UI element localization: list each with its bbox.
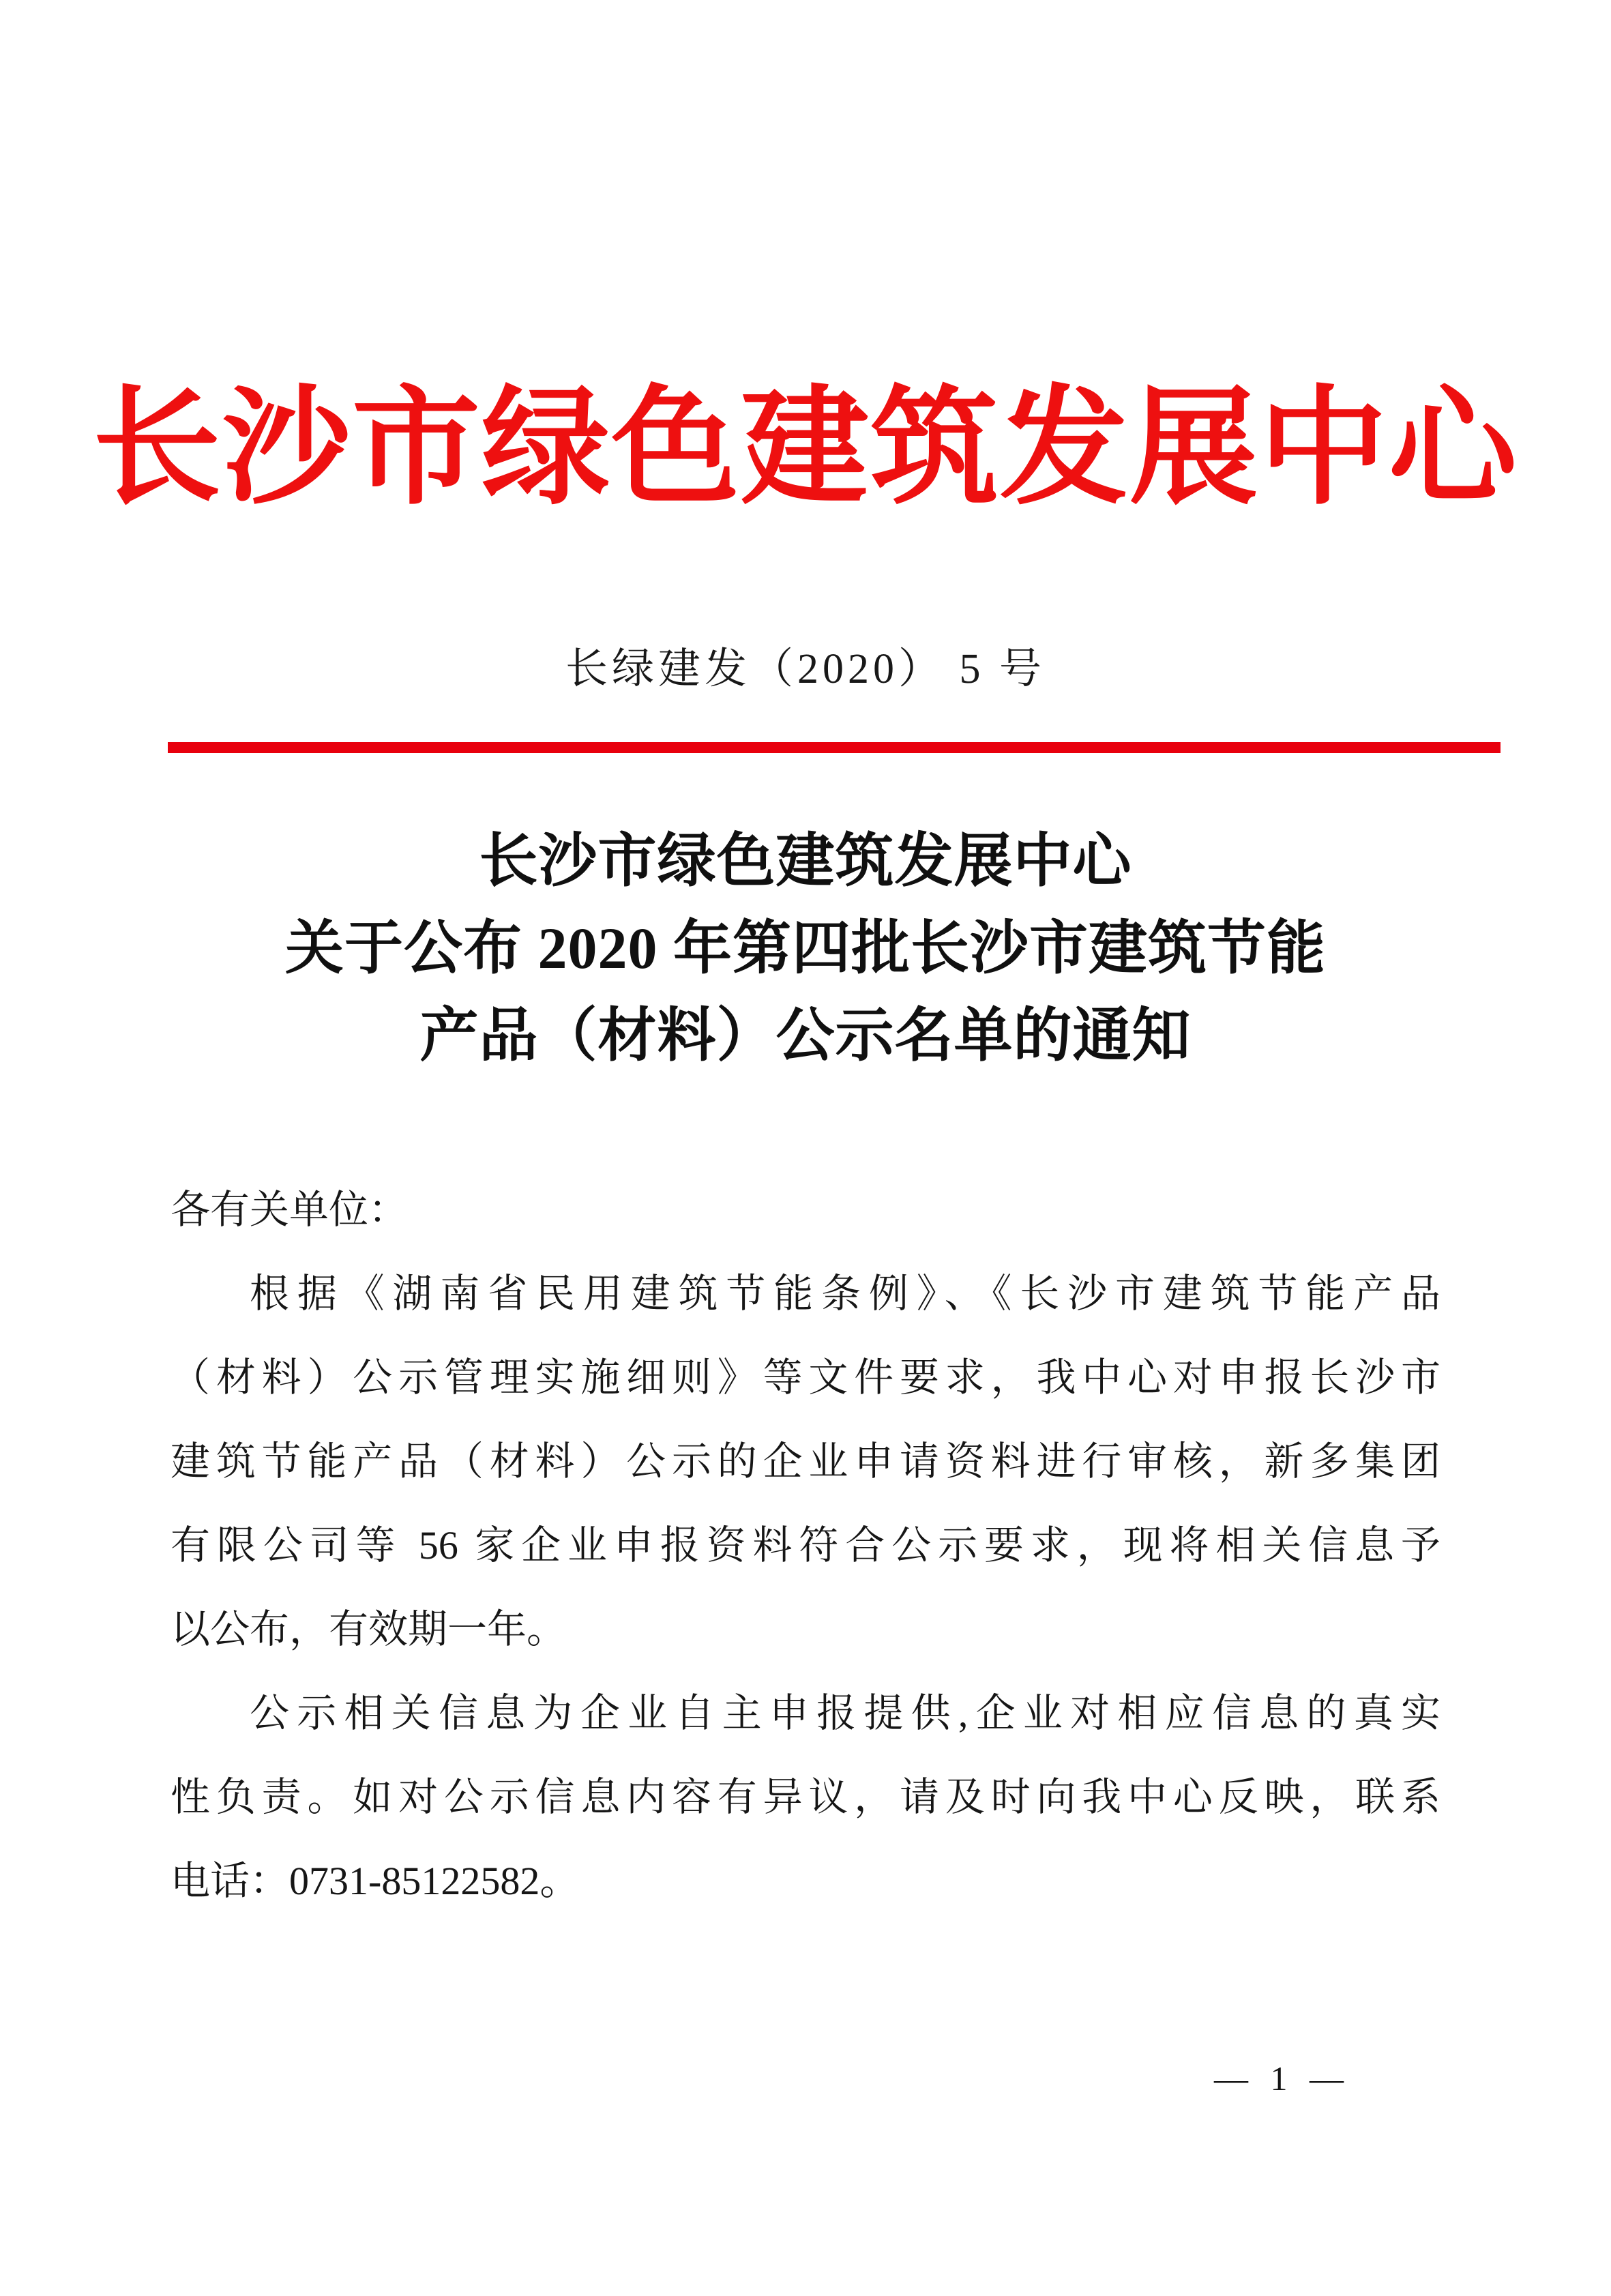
body-line: 电话：0731-85122582。 — [171, 1859, 580, 1903]
body-text — [171, 1168, 1440, 1923]
page-number: — 1 — — [1214, 2059, 1350, 2098]
body-line: 公示相关信息为企业自主申报提供,企业对相应信息的真实 — [250, 1691, 1440, 1735]
letterhead-title: 长沙市绿色建筑发展中心 — [93, 377, 1518, 520]
body-line: 性负责。如对公示信息内容有异议，请及时向我中心反映，联系 — [171, 1775, 1440, 1819]
body-line: 有限公司等 56 家企业申报资料符合公示要求，现将相关信息予 — [171, 1523, 1440, 1568]
body-line: 以公布，有效期一年。 — [171, 1607, 567, 1651]
notice-title — [0, 817, 1611, 1079]
body-line: 根据《湖南省民用建筑节能条例》、《长沙市建筑节能产品 — [250, 1271, 1440, 1316]
document-number: 长绿建发（2020） 5 号 — [565, 646, 1046, 692]
salutation: 各有关单位： — [171, 1188, 409, 1232]
notice-title-line-3: 产品（材料）公示名单的通知 — [419, 1003, 1192, 1068]
notice-title-line-2: 关于公布 2020 年第四批长沙市建筑节能 — [285, 915, 1326, 981]
body-line: 建筑节能产品（材料）公示的企业申请资料进行审核，新多集团 — [171, 1439, 1440, 1484]
notice-title-line-1: 长沙市绿色建筑发展中心 — [479, 828, 1132, 894]
red-separator-line — [168, 742, 1501, 753]
body-line: （材料）公示管理实施细则》等文件要求，我中心对申报长沙市 — [171, 1355, 1440, 1400]
